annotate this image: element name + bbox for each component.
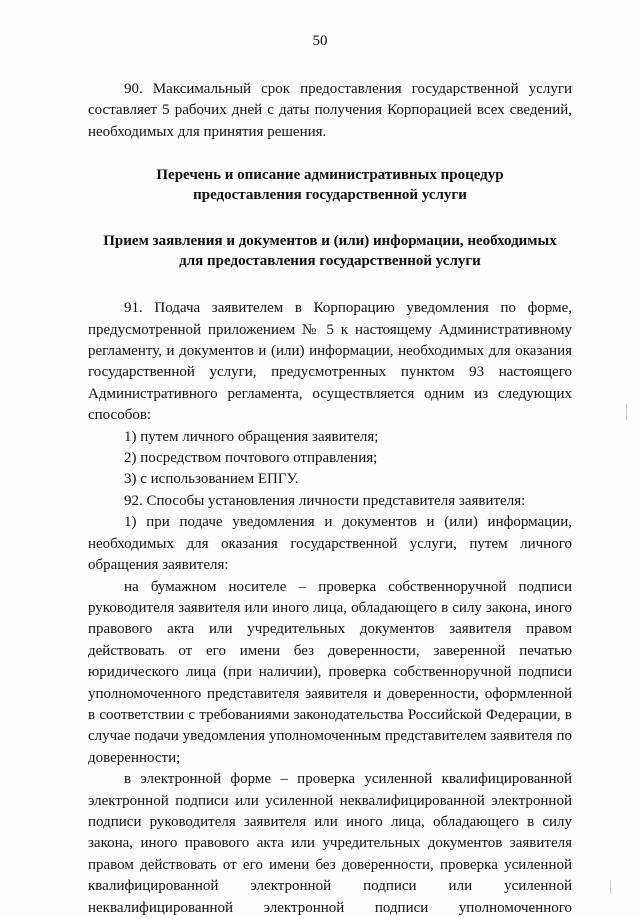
list-item-epgu: 3) с использованием ЕПГУ. <box>124 471 299 488</box>
scan-edge-mark <box>626 404 627 420</box>
document-body <box>88 79 572 919</box>
paragraph-92: 92. Способы установления личности представителя заявителя: <box>124 492 526 509</box>
paragraph-92-item-1: 1) при подаче уведомления и документов и (или) информации, необходимых для оказания государственной услуги, путем личного обращения заявителя: <box>88 514 572 574</box>
paragraph-90: 90. Максимальный срок предоставления государственной услуги составляет 5 рабочих дней с даты получения Корпорацией всех сведений, необходимых для принятия решения. <box>88 81 572 140</box>
paragraph-electronic-form: в электронной форме – проверка усиленной квалифицированной электронной подписи или усиленной неквалифицированной электронной подписи руководителя заявителя или иного лица, обладающего в силу закона, иного правового акта или учредительных документов заявителя правом действовать от его имени без доверенности, проверка усиленной квалифицированной электронной подписи или усиленной неквалифицированной электронной подписи уполномоченного <box>88 771 572 916</box>
subsection-heading-line-1: Прием заявления и документов и (или) информации, необходимых <box>103 233 557 250</box>
paragraph-91: 91. Подача заявителем в Корпорацию уведомления по форме, предусмотренной приложением № 5 к настоящему Административному регламенту, и документов и (или) информации, необходимых для оказания государственной услуги, предусмотренных пунктом 93 настоящего Административного регламента, осуществляется одним из следующих способов: <box>88 300 572 424</box>
list-item-personal: 1) путем личного обращения заявителя; <box>124 428 379 445</box>
page-number: 50 <box>312 33 328 49</box>
scan-edge-mark <box>610 880 611 894</box>
section-heading-line-1: Перечень и описание административных процедур <box>156 167 504 184</box>
paragraph-paper-form: на бумажном носителе – проверка собственноручной подписи руководителя заявителя или иного лица, обладающего в силу закона, иного правового акта или учредительных документов заявителя правом действовать от его имени без доверенности, заверенной печатью юридического лица (при наличии), проверка собственноручной подписи уполномоченного представителя заявителя и доверенности, оформленной в соответствии с требованиями законодательства Российской Федерации, в случае подачи уведомления уполномоченным представителем заявителя по доверенности; <box>88 578 572 766</box>
section-heading-line-2: предоставления государственной услуги <box>193 186 467 203</box>
subsection-heading-line-2: для предоставления государственной услуги <box>179 252 481 269</box>
list-item-postal: 2) посредством почтового отправления; <box>124 450 378 467</box>
